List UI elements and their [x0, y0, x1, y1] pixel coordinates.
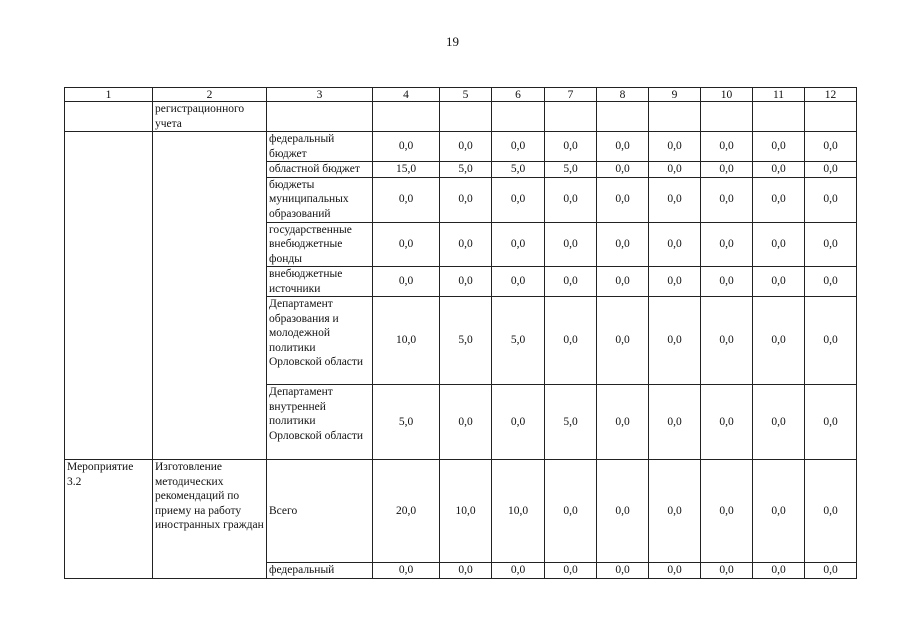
value-cell: 0,0 — [597, 297, 649, 385]
value-cell: 0,0 — [753, 267, 805, 297]
value-cell: 0,0 — [649, 267, 701, 297]
value-cell: 0,0 — [492, 132, 545, 162]
value-cell: 0,0 — [492, 563, 545, 579]
empty-cell — [492, 102, 545, 132]
value-cell: 0,0 — [597, 385, 649, 460]
value-cell: 0,0 — [597, 222, 649, 267]
value-cell: 0,0 — [440, 267, 492, 297]
value-cell: 0,0 — [545, 222, 597, 267]
header-cell: 9 — [649, 88, 701, 102]
table-row — [65, 132, 857, 162]
value-cell: 0,0 — [545, 563, 597, 579]
value-cell: 0,0 — [440, 177, 492, 222]
value-cell: 0,0 — [440, 132, 492, 162]
value-cell: 15,0 — [373, 162, 440, 178]
empty-cell — [65, 102, 153, 132]
header-cell: 12 — [805, 88, 857, 102]
value-cell: 0,0 — [701, 222, 753, 267]
empty-cell — [373, 102, 440, 132]
value-cell: 0,0 — [701, 460, 753, 563]
empty-cell — [440, 102, 492, 132]
value-cell: 0,0 — [649, 177, 701, 222]
measure-name-continued: регистрационного учета — [153, 102, 267, 132]
value-cell: 0,0 — [753, 162, 805, 178]
value-cell: 5,0 — [545, 385, 597, 460]
value-cell: 0,0 — [805, 563, 857, 579]
header-cell: 6 — [492, 88, 545, 102]
header-cell: 11 — [753, 88, 805, 102]
value-cell: 5,0 — [492, 297, 545, 385]
value-cell: 0,0 — [805, 267, 857, 297]
header-cell: 2 — [153, 88, 267, 102]
value-cell: 0,0 — [753, 222, 805, 267]
empty-cell — [545, 102, 597, 132]
header-cell: 7 — [545, 88, 597, 102]
value-cell: 0,0 — [492, 222, 545, 267]
value-cell: 0,0 — [701, 162, 753, 178]
value-cell: 0,0 — [597, 267, 649, 297]
value-cell: 0,0 — [753, 385, 805, 460]
value-cell: 0,0 — [649, 385, 701, 460]
value-cell: 0,0 — [753, 460, 805, 563]
value-cell: 10,0 — [492, 460, 545, 563]
value-cell: 0,0 — [701, 132, 753, 162]
value-cell: 0,0 — [805, 460, 857, 563]
value-cell: 0,0 — [701, 385, 753, 460]
value-cell: 0,0 — [597, 177, 649, 222]
header-cell: 5 — [440, 88, 492, 102]
value-cell: 0,0 — [545, 177, 597, 222]
value-cell: 0,0 — [649, 297, 701, 385]
value-cell: 0,0 — [492, 177, 545, 222]
funding-source-cell: государственные внебюджетные фонды — [267, 222, 373, 267]
value-cell: 10,0 — [440, 460, 492, 563]
header-cell: 4 — [373, 88, 440, 102]
value-cell: 0,0 — [492, 385, 545, 460]
value-cell: 0,0 — [649, 563, 701, 579]
empty-cell — [701, 102, 753, 132]
page-number: 19 — [446, 34, 459, 49]
value-cell: 0,0 — [649, 132, 701, 162]
value-cell: 0,0 — [701, 267, 753, 297]
table-row — [65, 102, 857, 132]
value-cell: 0,0 — [545, 132, 597, 162]
value-cell: 0,0 — [701, 177, 753, 222]
value-cell: 0,0 — [805, 297, 857, 385]
value-cell: 0,0 — [545, 267, 597, 297]
funding-source-cell: бюджеты муниципальных образований — [267, 177, 373, 222]
value-cell: 20,0 — [373, 460, 440, 563]
value-cell: 0,0 — [753, 132, 805, 162]
header-cell: 1 — [65, 88, 153, 102]
funding-source-cell: федеральный — [267, 563, 373, 579]
value-cell: 0,0 — [440, 563, 492, 579]
value-cell: 0,0 — [440, 385, 492, 460]
table-row — [65, 460, 857, 563]
budget-table — [64, 87, 857, 579]
value-cell: 0,0 — [753, 177, 805, 222]
header-cell: 8 — [597, 88, 649, 102]
value-cell: 0,0 — [492, 267, 545, 297]
value-cell: 0,0 — [597, 162, 649, 178]
funding-source-cell: Всего — [267, 460, 373, 563]
funding-source-cell: Департамент образования и молодежной политики Орловской области — [267, 297, 373, 385]
empty-cell — [649, 102, 701, 132]
funding-source-cell: областной бюджет — [267, 162, 373, 178]
value-cell: 0,0 — [373, 132, 440, 162]
value-cell: 5,0 — [440, 297, 492, 385]
value-cell: 0,0 — [753, 563, 805, 579]
empty-cell — [65, 132, 153, 460]
value-cell: 0,0 — [701, 563, 753, 579]
value-cell: 0,0 — [545, 297, 597, 385]
value-cell: 0,0 — [373, 177, 440, 222]
empty-cell — [597, 102, 649, 132]
value-cell: 0,0 — [373, 563, 440, 579]
empty-cell — [805, 102, 857, 132]
value-cell: 10,0 — [373, 297, 440, 385]
value-cell: 0,0 — [597, 460, 649, 563]
value-cell: 0,0 — [597, 563, 649, 579]
value-cell: 0,0 — [649, 460, 701, 563]
value-cell: 0,0 — [373, 267, 440, 297]
value-cell: 0,0 — [805, 162, 857, 178]
value-cell: 0,0 — [753, 297, 805, 385]
value-cell: 5,0 — [492, 162, 545, 178]
value-cell: 0,0 — [805, 132, 857, 162]
value-cell: 0,0 — [649, 162, 701, 178]
empty-cell — [753, 102, 805, 132]
value-cell: 0,0 — [649, 222, 701, 267]
value-cell: 0,0 — [805, 385, 857, 460]
table-header-row — [65, 88, 857, 102]
funding-source-cell: федеральный бюджет — [267, 132, 373, 162]
empty-cell — [153, 132, 267, 460]
value-cell: 0,0 — [373, 222, 440, 267]
value-cell: 0,0 — [440, 222, 492, 267]
value-cell: 0,0 — [805, 222, 857, 267]
value-cell: 5,0 — [440, 162, 492, 178]
measure-number-cell: Мероприятие 3.2 — [65, 460, 153, 579]
measure-name-cell: Изготовление методических рекомендаций по приему на работу иностранных граждан — [153, 460, 267, 579]
empty-cell — [267, 102, 373, 132]
header-cell: 10 — [701, 88, 753, 102]
value-cell: 0,0 — [545, 460, 597, 563]
value-cell: 5,0 — [545, 162, 597, 178]
funding-source-cell: внебюджетные источники — [267, 267, 373, 297]
value-cell: 5,0 — [373, 385, 440, 460]
value-cell: 0,0 — [805, 177, 857, 222]
header-cell: 3 — [267, 88, 373, 102]
value-cell: 0,0 — [597, 132, 649, 162]
value-cell: 0,0 — [701, 297, 753, 385]
funding-source-cell: Департамент внутренней политики Орловской области — [267, 385, 373, 460]
